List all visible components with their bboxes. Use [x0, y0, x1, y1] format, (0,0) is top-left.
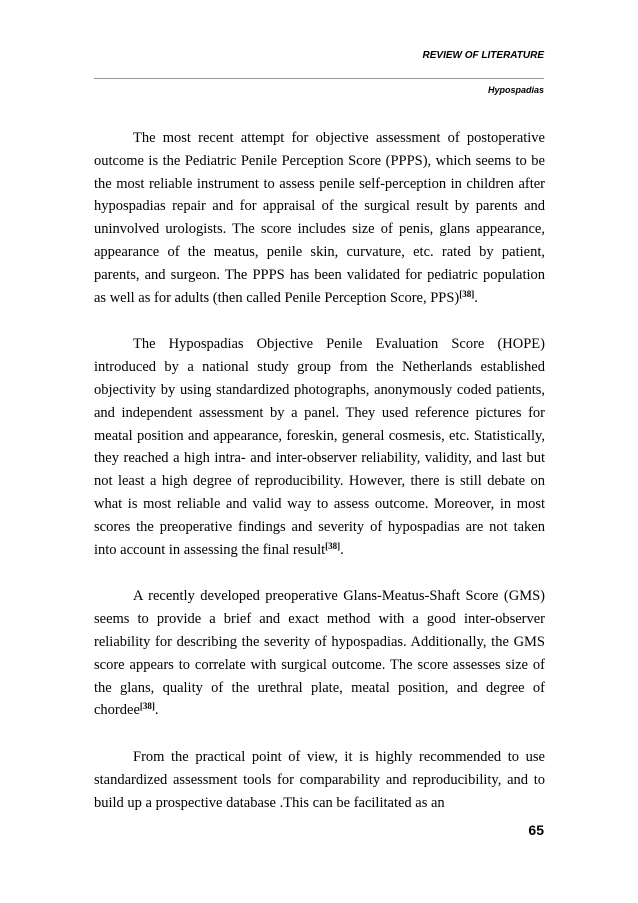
- paragraph: [94, 746, 545, 814]
- header-divider: [94, 78, 544, 79]
- paragraph-text: The Hypospadias Objective Penile Evaluation Score (HOPE) introduced by a national study group from the Netherlands established objectivity by using standardized photographs, anonymously coded patients, and independent assessment by a panel. They used reference pictures for meatal position and appearance, foreskin, general cosmesis, etc. Statistically, they reached a high intra- and inter-observer reliability, validity, and last but not least a high degree of reproducibility. However, there is still debate on what is most reliable and valid way to assess outcome. Moreover, in most scores the preoperative findings and severity of hypospadias are not taken into account in assessing the final result: [94, 336, 545, 558]
- paragraph-text: A recently developed preoperative Glans-Meatus-Shaft Score (GMS) seems to provide a brief and exact method with a good inter-observer reliability for describing the severity of hypospadias. Additionally, the GMS score appears to correlate with surgical outcome. The score assesses size of the glans, quality of the urethral plate, meatal position, and degree of chordee: [94, 588, 545, 719]
- citation-reference: [38]: [325, 540, 341, 551]
- citation-reference: [38]: [139, 701, 155, 712]
- paragraph-end: .: [154, 702, 159, 719]
- page-number: 65: [528, 822, 544, 838]
- paragraph-text: From the practical point of view, it is highly recommended to use standardized assessment tools for comparability and reproducibility, and to build up a prospective database .This can be facilitated as an: [94, 749, 545, 811]
- paragraph-text: The most recent attempt for objective assessment of postoperative outcome is the Pediatric Penile Perception Score (PPPS), which seems to be the most reliable instrument to assess penile self-perception in children after hypospadias repair and for appraisal of the surgical result by parents and uninvolved urologists. The score includes size of penis, glans appearance, appearance of the meatus, penile skin, curvature, etc. rated by patient, parents, and surgeon. The PPPS has been validated for pediatric population as well as for adults (then called Penile Perception Score, PPS): [94, 130, 545, 306]
- paragraph: [94, 127, 545, 309]
- running-header-subtitle: Hypospadias: [487, 85, 544, 95]
- running-header-title: REVIEW OF LITERATURE: [422, 50, 544, 61]
- body-text: [94, 127, 545, 815]
- paragraph: [94, 333, 545, 561]
- paragraph-end: .: [340, 541, 344, 558]
- paragraph: [94, 585, 545, 722]
- paragraph-end: .: [474, 289, 478, 306]
- citation-reference: [38]: [459, 288, 475, 299]
